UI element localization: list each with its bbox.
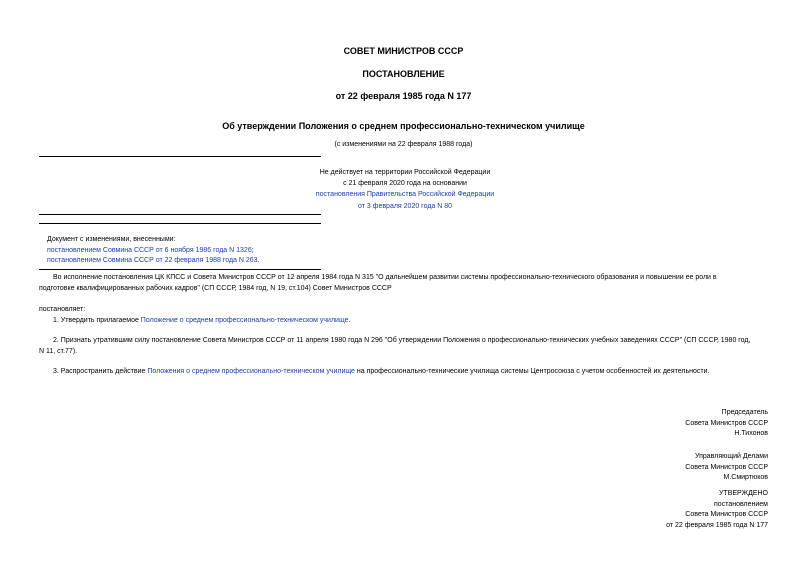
item-line: N 11, ст.77).	[39, 347, 78, 355]
signature-name: М.Смиртюков	[723, 474, 768, 482]
notice-link[interactable]: от 3 февраля 2020 года N 80	[357, 202, 453, 210]
regulation-link[interactable]: Положение о среднем профессионально-техническом училище	[140, 317, 349, 324]
resolves-label: постановляет:	[39, 306, 86, 313]
punctuation: .	[257, 257, 260, 264]
divider	[39, 214, 321, 215]
signature-block	[528, 408, 768, 440]
approval-line: от 22 февраля 1985 года N 177	[666, 521, 768, 529]
divider	[39, 156, 321, 157]
regulation-link[interactable]: Положения о среднем профессионально-техническом училище	[147, 368, 355, 375]
document-title: Об утверждении Положения о среднем профессионально-техническом училище	[222, 121, 585, 131]
amendment-link[interactable]: постановлением Совмина СССР от 22 февраля 1988 года N 263	[47, 257, 258, 264]
notice-line: с 21 февраля 2020 года на основании	[343, 180, 467, 188]
preamble	[39, 273, 779, 294]
punctuation: .	[348, 317, 351, 324]
item-2	[39, 336, 779, 357]
item-1	[53, 316, 350, 327]
document-type: ПОСТАНОВЛЕНИЕ	[362, 69, 445, 79]
item-text: на профессионально-технические училища системы Центросоюза с учетом особенностей их деятельности.	[354, 368, 710, 375]
signature-block	[528, 452, 768, 484]
notice-link[interactable]: постановления Правительства Российской Федерации	[315, 191, 495, 199]
document-date-number: от 22 февраля 1985 года N 177	[335, 91, 472, 101]
edition-note: (с изменениями на 22 февраля 1988 года)	[334, 141, 473, 148]
amendments-intro: Документ с изменениями, внесенными:	[47, 236, 176, 243]
notice-line: Не действует на территории Российской Федерации	[319, 169, 491, 176]
punctuation: ;	[251, 246, 254, 254]
signature-org: Совета Министров СССР	[685, 463, 768, 471]
preamble-line: Во исполнение постановления ЦК КПСС и Совета Министров СССР от 12 апреля 1984 года N 315 "О дальнейшем развитии системы профессионально-технического образования и повышении ее роли в	[53, 274, 717, 281]
status-notice	[200, 167, 610, 212]
signature-role: Управляющий Делами	[694, 453, 768, 460]
item-line: 2. Признать утратившим силу постановление Совета Министров СССР от 11 апреля 1980 года N 296 "Об утверждении Положения о профессионально-технических учебных заведениях СССР" (СП СССР, 1980 год,	[53, 337, 751, 344]
signature-name: Н.Тихонов	[734, 430, 768, 438]
divider	[39, 223, 321, 224]
signature-role: Председатель	[721, 409, 768, 416]
divider	[39, 269, 321, 270]
amendments-block	[47, 235, 260, 267]
signature-org: Совета Министров СССР	[685, 419, 768, 427]
preamble-line: подготовке квалифицированных рабочих кадров" (СП СССР, 1984 год, N 19, ст.104) Совет Министров СССР	[39, 284, 392, 292]
issuing-authority: СОВЕТ МИНИСТРОВ СССР	[343, 46, 464, 56]
item-3	[53, 367, 709, 378]
approval-line: УТВЕРЖДЕНО	[718, 490, 768, 497]
approval-line: постановлением	[714, 500, 768, 508]
amendment-link[interactable]: постановлением Совмина СССР от 6 ноября 1986 года N 1326	[47, 246, 252, 254]
approval-stamp	[528, 489, 768, 531]
item-text: 3. Распространить действие	[53, 368, 148, 375]
approval-line: Совета Министров СССР	[685, 511, 768, 519]
item-text: 1. Утвердить прилагаемое	[53, 317, 141, 324]
